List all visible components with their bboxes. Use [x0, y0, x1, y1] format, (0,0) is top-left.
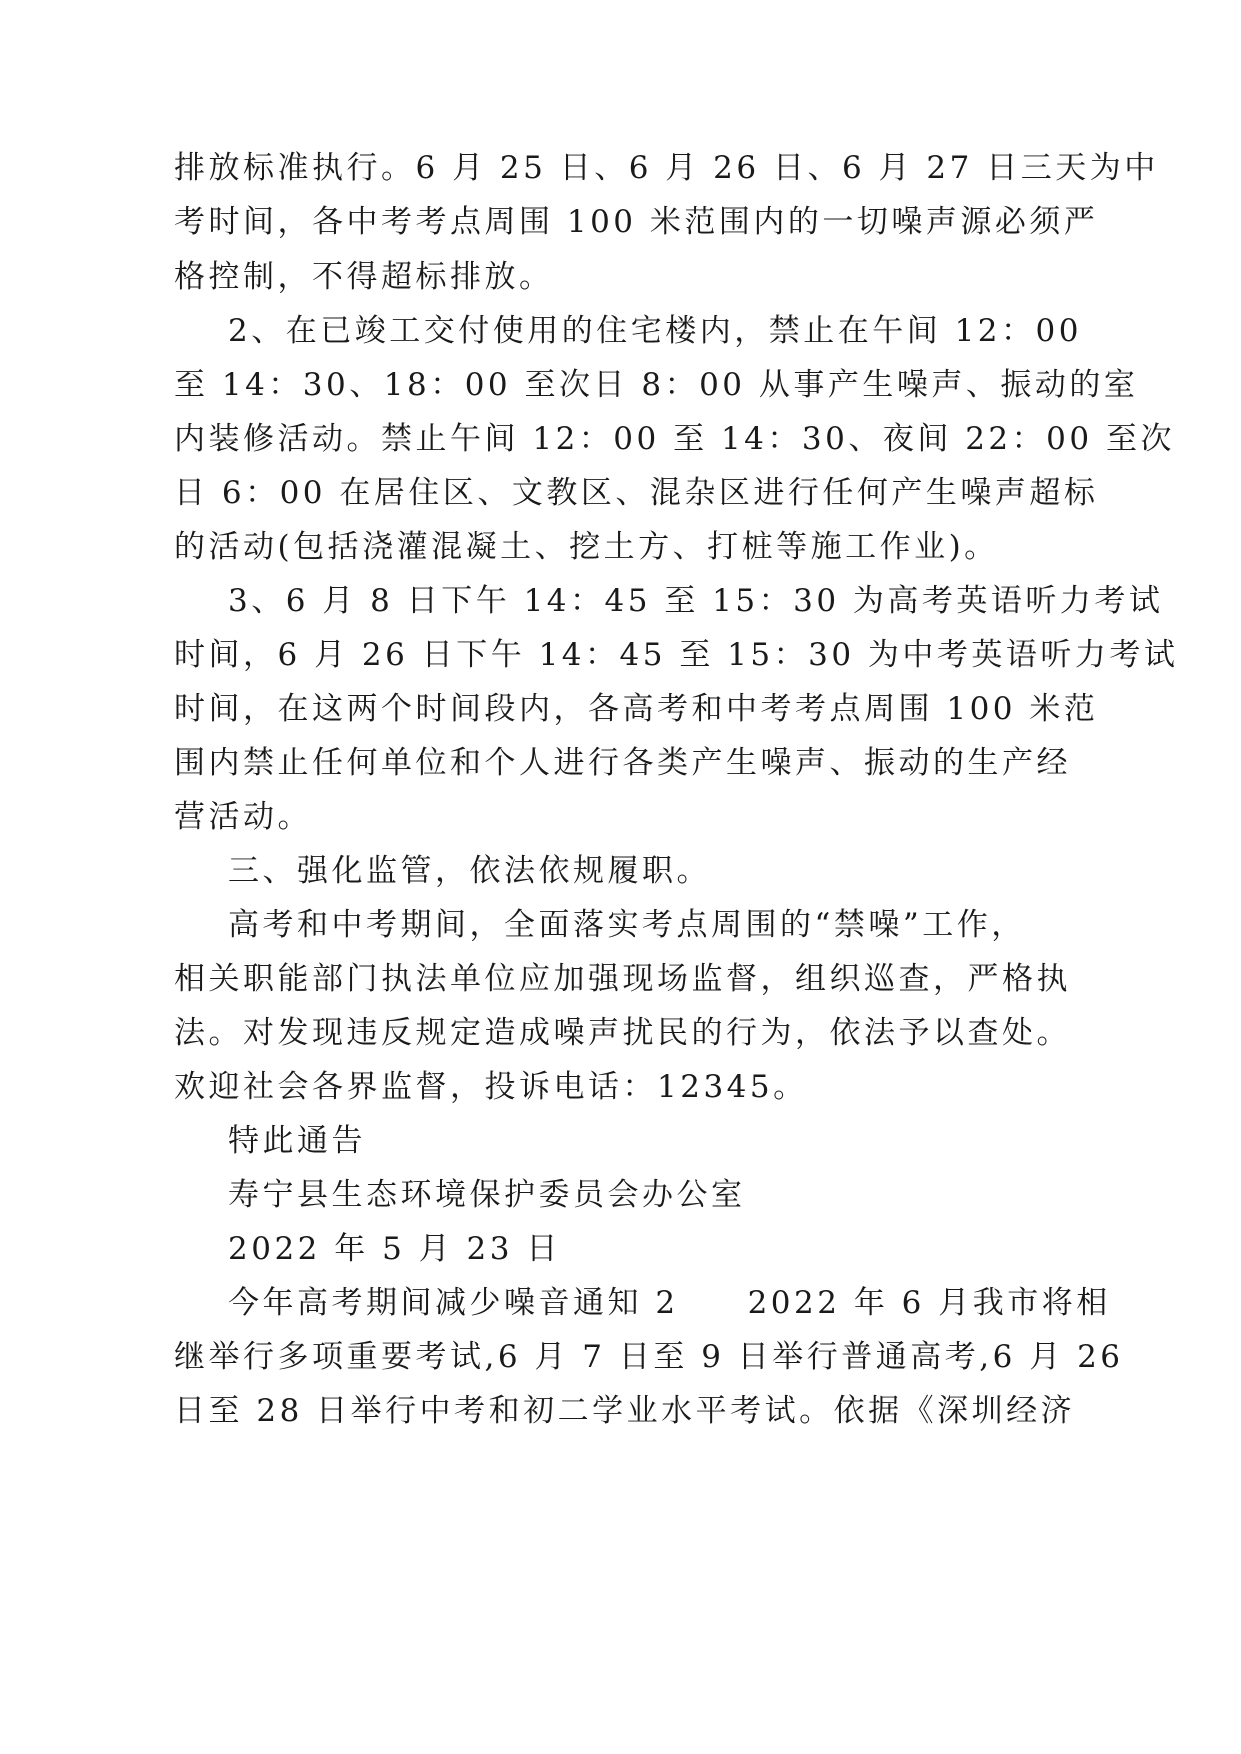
text-line-15: 高考和中考期间，全面落实考点周围的“禁噪”工作， — [228, 907, 1026, 943]
text-line-6: 内装修活动。禁止午间 12：00 至 14：30、夜间 22：00 至次 — [174, 421, 1175, 457]
text-line-8: 的活动(包括浇灌混凝土、挖土方、打桩等施工作业)。 — [174, 529, 999, 565]
closing-notice: 特此通告 — [228, 1123, 366, 1159]
issuing-office: 寿宁县生态环境保护委员会办公室 — [228, 1177, 746, 1213]
text-line-7: 日 6：00 在居住区、文教区、混杂区进行任何产生噪声超标 — [174, 475, 1099, 511]
text-line-13: 营活动。 — [174, 799, 312, 835]
text-line-23: 继举行多项重要考试,6 月 7 日至 9 日举行普通高考,6 月 26 — [174, 1339, 1124, 1375]
text-line-16: 相关职能部门执法单位应加强现场监督，组织巡查，严格执 — [174, 961, 1071, 997]
text-line-4: 2、在已竣工交付使用的住宅楼内，禁止在午间 12：00 — [228, 313, 1082, 349]
text-line-10: 时间，6 月 26 日下午 14：45 至 15：30 为中考英语听力考试 — [174, 637, 1179, 673]
issue-date: 2022 年 5 月 23 日 — [228, 1231, 561, 1267]
text-line-17: 法。对发现违反规定造成噪声扰民的行为，依法予以查处。 — [174, 1015, 1071, 1051]
text-line-11: 时间，在这两个时间段内，各高考和中考考点周围 100 米范 — [174, 691, 1099, 727]
text-line-22: 今年高考期间减少噪音通知 2 2022 年 6 月我市将相 — [228, 1285, 1111, 1321]
text-line-5: 至 14：30、18：00 至次日 8：00 从事产生噪声、振动的室 — [174, 367, 1139, 403]
text-line-3: 格控制，不得超标排放。 — [174, 259, 554, 295]
text-line-2: 考时间，各中考考点周围 100 米范围内的一切噪声源必须严 — [174, 204, 1099, 240]
text-line-24: 日至 28 日举行中考和初二学业水平考试。依据《深圳经济 — [174, 1393, 1076, 1429]
text-line-12: 围内禁止任何单位和个人进行各类产生噪声、振动的生产经 — [174, 745, 1071, 781]
text-line-9: 3、6 月 8 日下午 14：45 至 15：30 为高考英语听力考试 — [228, 583, 1164, 619]
text-line-1: 排放标准执行。6 月 25 日、6 月 26 日、6 月 27 日三天为中 — [174, 150, 1159, 186]
text-line-18: 欢迎社会各界监督，投诉电话：12345。 — [174, 1069, 808, 1105]
section-heading: 三、强化监管，依法依规履职。 — [228, 853, 711, 889]
